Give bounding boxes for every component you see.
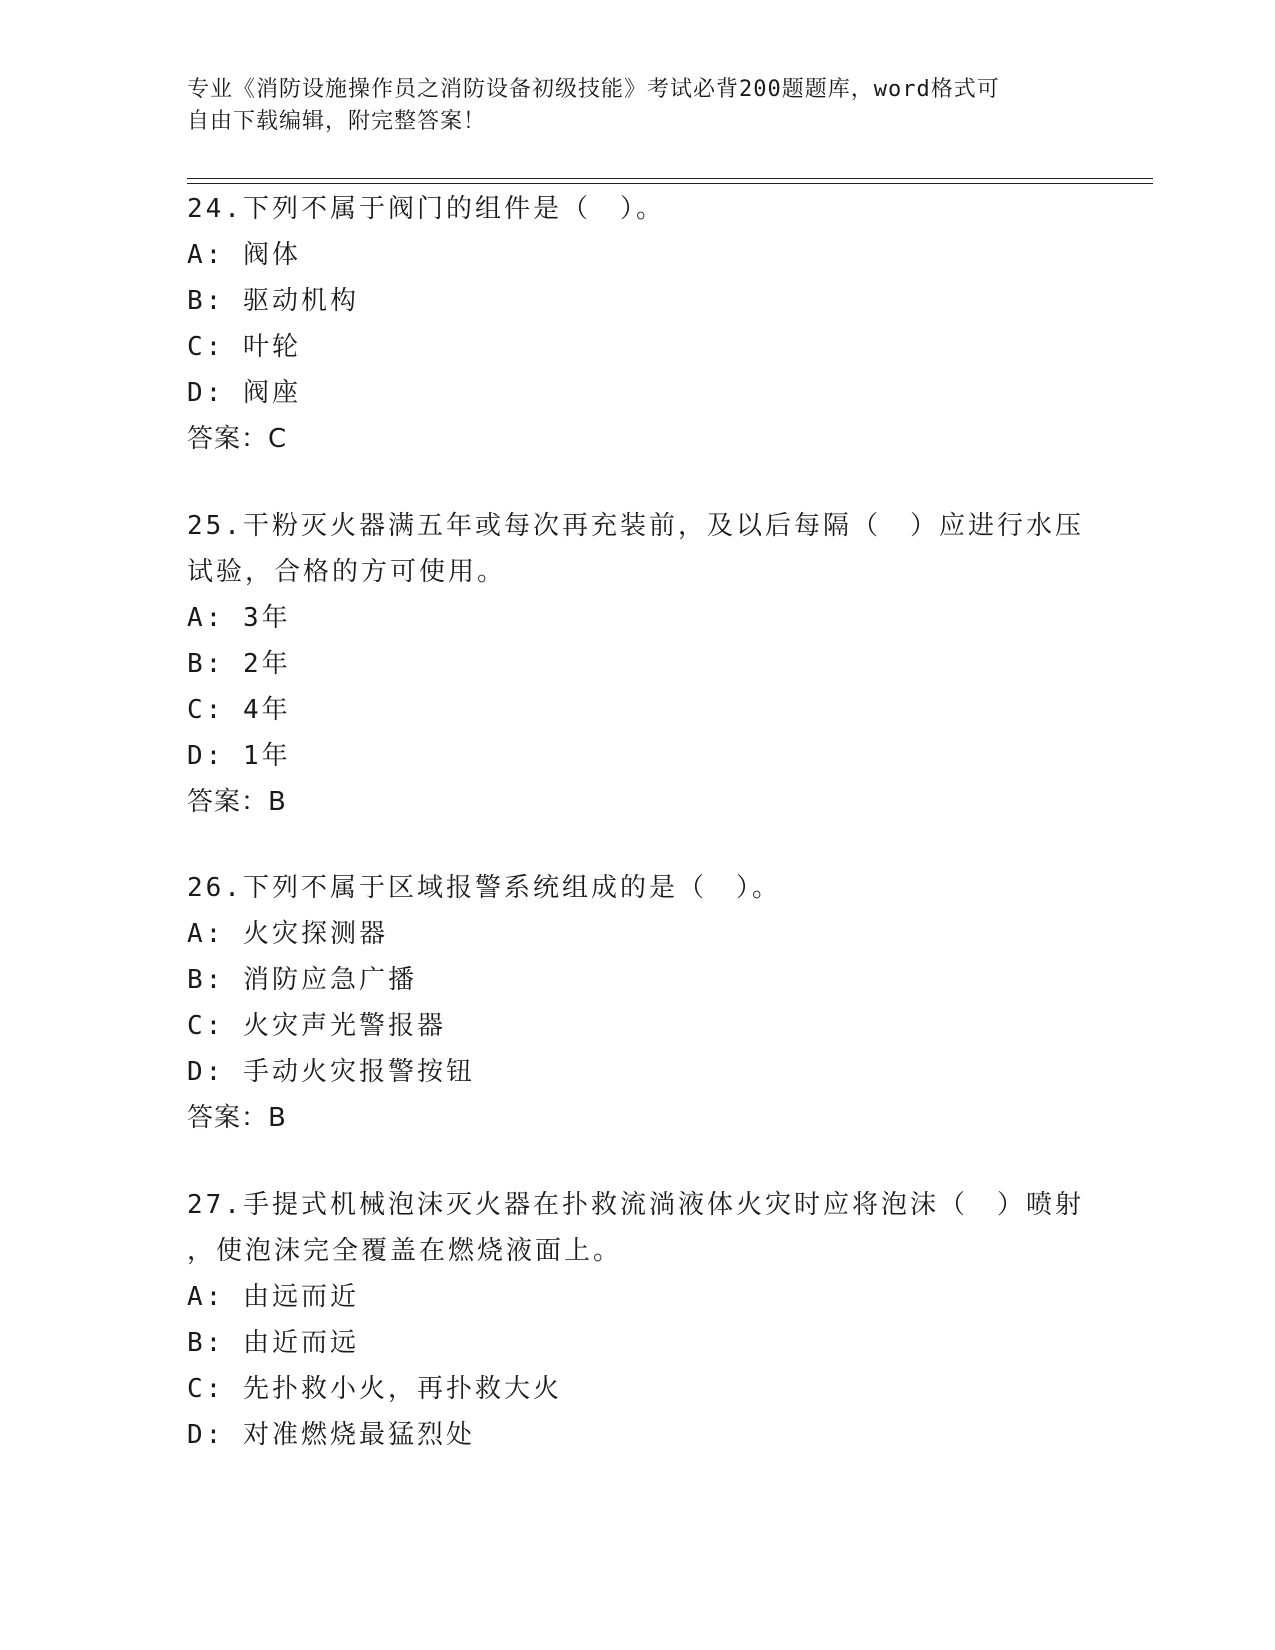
question-stem-line-1: 25.干粉灭火器满五年或每次再充装前，及以后每隔（ ）应进行水压 bbox=[187, 511, 1084, 541]
option-a: A: 火灾探测器 bbox=[187, 919, 388, 949]
answer-label: 答案：B bbox=[187, 787, 287, 817]
option-a: A: 由远而近 bbox=[187, 1282, 359, 1312]
option-b: B: 由近而远 bbox=[187, 1328, 359, 1358]
option-b: B: 消防应急广播 bbox=[187, 965, 417, 995]
question-26 bbox=[187, 865, 1087, 1141]
question-25 bbox=[187, 503, 1087, 825]
option-a: A: 3年 bbox=[187, 603, 291, 633]
answer-label: 答案：B bbox=[187, 1103, 287, 1133]
header-divider-bottom bbox=[187, 183, 1153, 184]
header-line-1: 专业《消防设施操作员之消防设备初级技能》考试必背200题题库，word格式可 bbox=[187, 77, 1000, 102]
question-stem-line-2: 试验，合格的方可使用。 bbox=[187, 557, 507, 587]
option-c: C: 4年 bbox=[187, 695, 291, 725]
option-c: C: 叶轮 bbox=[187, 332, 301, 362]
option-d: D: 手动火灾报警按钮 bbox=[187, 1057, 475, 1087]
question-stem: 26.下列不属于区域报警系统组成的是（ ）。 bbox=[187, 873, 781, 903]
answer-label: 答案：C bbox=[187, 424, 288, 454]
option-a: A: 阀体 bbox=[187, 240, 301, 270]
option-c: C: 火灾声光警报器 bbox=[187, 1011, 446, 1041]
question-27 bbox=[187, 1182, 1087, 1458]
option-d: D: 阀座 bbox=[187, 378, 301, 408]
question-stem-line-2: ，使泡沫完全覆盖在燃烧液面上。 bbox=[187, 1236, 623, 1266]
question-stem: 24.下列不属于阀门的组件是（ ）。 bbox=[187, 194, 665, 224]
option-c: C: 先扑救小火，再扑救大火 bbox=[187, 1374, 562, 1404]
option-b: B: 驱动机构 bbox=[187, 286, 359, 316]
document-header bbox=[187, 74, 1067, 138]
question-24 bbox=[187, 186, 1087, 462]
header-line-2: 自由下载编辑，附完整答案！ bbox=[187, 109, 487, 134]
option-d: D: 1年 bbox=[187, 741, 291, 771]
question-stem-line-1: 27.手提式机械泡沫灭火器在扑救流淌液体火灾时应将泡沫（ ）喷射 bbox=[187, 1190, 1084, 1220]
header-divider-top bbox=[187, 178, 1153, 179]
option-b: B: 2年 bbox=[187, 649, 291, 679]
option-d: D: 对准燃烧最猛烈处 bbox=[187, 1420, 475, 1450]
